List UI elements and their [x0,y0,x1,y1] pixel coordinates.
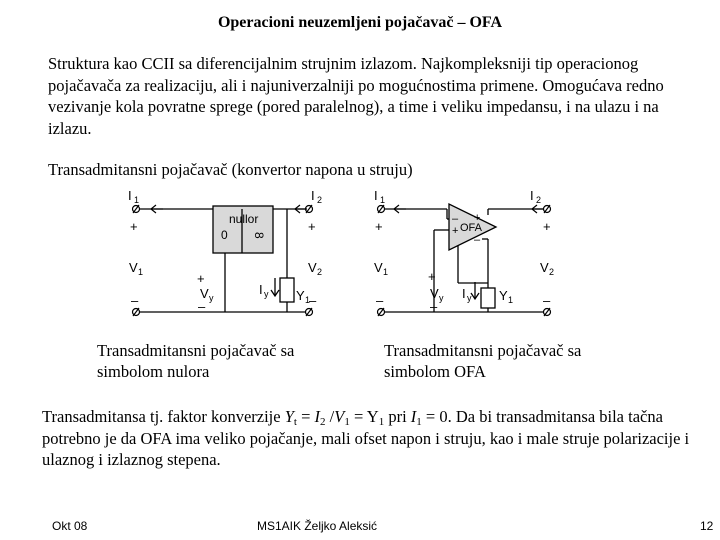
label-V2: V [540,260,549,275]
label-minus-bl: – [131,293,139,308]
ofa-in-plus: + [452,225,459,237]
caption-ofa-line2: simbolom OFA [384,362,486,381]
label-V1-sub: 1 [138,267,144,277]
label-Iy: I [462,286,466,301]
label-Iy-sub: y [467,293,472,303]
label-V2: V [308,260,317,275]
caption-nullor-line2: simbolom nulora [97,362,210,381]
label-Vy-sub: y [439,293,444,303]
label-V2-sub: 2 [549,267,555,277]
label-I1: I [128,190,132,203]
label-V2-sub: 2 [317,267,323,277]
label-minus-br: – [309,293,317,308]
label-Y1: Y [296,288,305,303]
label-I1-sub: 1 [134,195,140,205]
label-Y1-sub: 1 [508,295,514,305]
label-I2-sub: 2 [317,195,323,205]
label-I2: I [530,190,534,203]
label-plus-vy: + [428,269,436,284]
label-Y1: Y [499,288,508,303]
label-Vy: V [200,286,209,301]
label-I2-sub: 2 [536,195,542,205]
label-minus-vy: – [430,299,438,314]
slide-title: Operacioni neuzemljeni pojačavač – OFA [217,14,503,31]
label-plus-vy: + [197,271,205,286]
nullor-label: nullor [229,212,259,226]
sym-t-sub: t [293,416,297,428]
conclusion-paragraph [42,406,712,471]
ofa-label: OFA [460,222,483,234]
intro-paragraph: Struktura kao CCII sa diferencijalnim strujnim izlazom. Najkompleksniji tip operacionog pojačavača za realizaciju, ali i najuniverzalniji po mogućnostima primene. Omogućava redno vezivanje kola povratne sprege (pored paralelnog), a time i veliku impedansu, i na ulazu i na izlazu. [48,54,664,138]
label-Vy: V [430,286,439,301]
sym-2-sub: 2 [320,416,326,428]
label-V1: V [129,260,138,275]
subtitle: Transadmitansni pojačavač (konvertor napona u struju) [48,160,413,179]
label-minus-br: – [543,293,551,308]
label-minus-bl: – [376,293,384,308]
label-Y1-sub: 1 [305,295,311,305]
sym-Y: Y [284,407,294,426]
label-V1-sub: 1 [383,267,389,277]
conclusion-part1: Transadmitansa tj. faktor konverzije [42,407,285,426]
caption-ofa-line1: Transadmitansni pojačavač sa [384,341,582,360]
footer-author: MS1AIK Željko Aleksić [257,519,378,533]
caption-nullor-line1: Transadmitansni pojačavač sa [97,341,295,360]
conclusion-part2: = 0. Da bi transadmitansa bila tačna potrebno je da OFA ima veliko pojačanje, mali ofset napon i struju, kao i male struje polarizacije i ulaznog i izlaznog stepena. [42,407,690,469]
label-plus-tr: + [543,219,551,234]
label-Iy: I [259,282,263,297]
caption-ofa [384,340,581,382]
label-plus-tl: + [130,219,138,234]
label-V1: V [374,260,383,275]
sym-pri: pri [384,407,411,426]
caption-nullor [97,340,294,382]
sym-eq: = [296,407,315,426]
label-Iy-sub: y [264,289,269,299]
label-plus-tl: + [375,219,383,234]
sym-I: I [314,407,321,426]
sym-1-sub-b: 1 [378,416,385,428]
label-I2: I [311,190,315,203]
sym-1-sub-c: 1 [416,416,422,428]
label-I1-sub: 1 [380,195,386,205]
ofa-circuit-diagram [370,190,580,330]
nullor-circuit-diagram [125,190,335,330]
sym-slash: / [325,407,335,426]
label-I1: I [374,190,378,203]
ofa-out-minus: – [474,234,481,246]
label-plus-tr: + [308,219,316,234]
label-minus-vy: – [198,299,206,314]
nullator-symbol: 0 [221,228,228,242]
sym-V: V [334,407,345,426]
sym-eq-Y: = Y [349,407,379,426]
label-Vy-sub: y [209,293,214,303]
sym-I1: I [410,407,417,426]
sym-1-sub: 1 [344,416,350,428]
ofa-out-plus: + [474,212,481,224]
norator-symbol: 8 [252,232,266,239]
footer-date: Okt 08 [52,519,88,533]
footer-page-number: 12 [700,519,714,533]
ofa-in-minus: – [452,213,459,225]
